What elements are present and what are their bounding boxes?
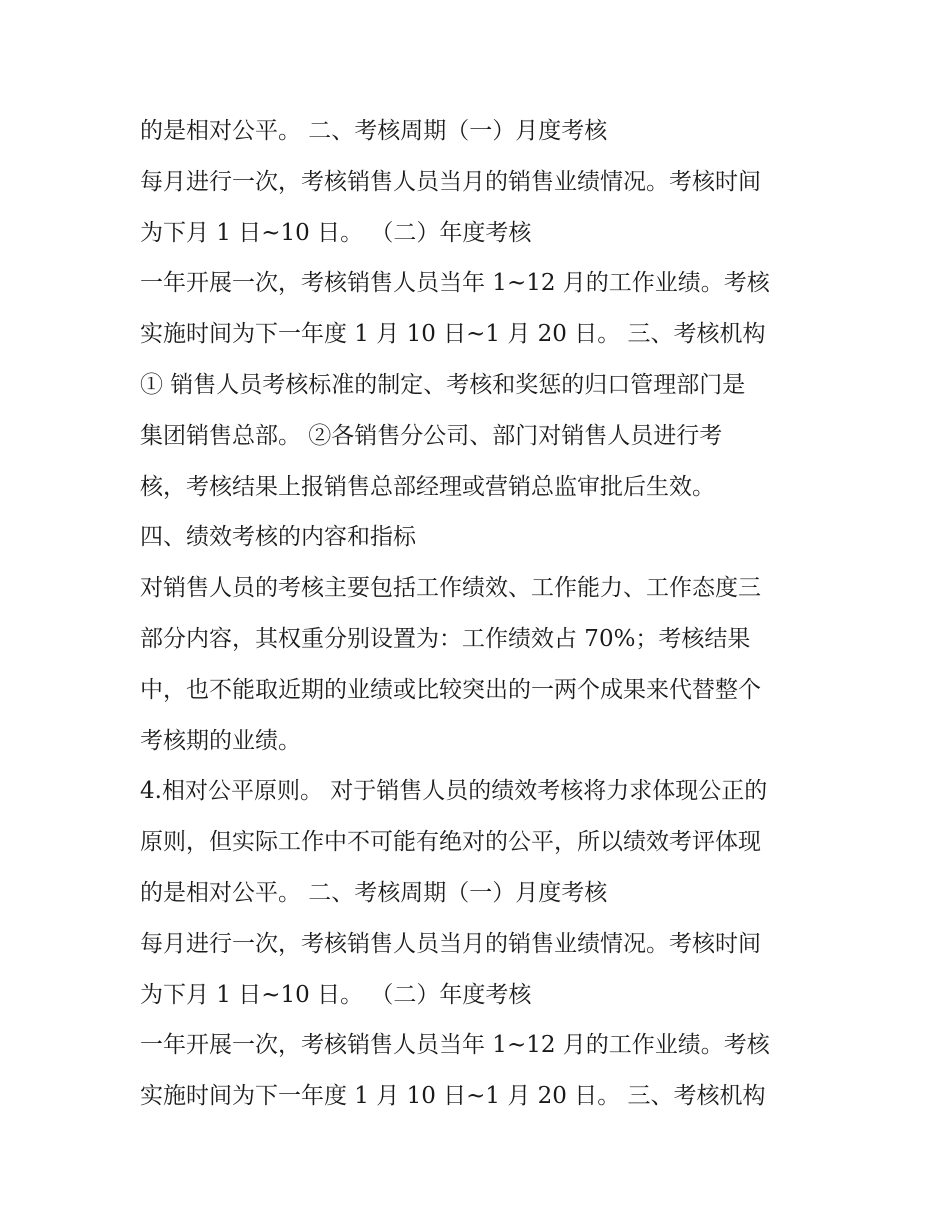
text-line-2: 每月进行一次，考核销售人员当月的销售业绩情况。考核时间 [140,168,761,195]
document-body [140,106,820,1122]
text-line-4: 一年开展一次，考核销售人员当年 1~12 月的工作业绩。考核 [140,270,770,297]
text-line-8: 核，考核结果上报销售总部经理或营销总监审批后生效。 [140,473,715,500]
text-line-19: 一年开展一次，考核销售人员当年 1~12 月的工作业绩。考核 [140,1032,770,1059]
text-line-1: 的是相对公平。 二、考核周期（一）月度考核 [140,118,608,144]
text-line-14: 4.相对公平原则。 对于销售人员的绩效考核将力求体现公正的 [140,778,768,805]
text-line-17: 每月进行一次，考核销售人员当月的销售业绩情况。考核时间 [140,930,761,957]
text-line-7: 集团销售总部。 ②各销售分公司、部门对销售人员进行考 [140,422,723,449]
section-heading: 四、绩效考核的内容和指标 [140,524,416,551]
text-line-12: 中，也不能取近期的业绩或比较突出的一两个成果来代替整个 [140,676,761,703]
text-line-16: 的是相对公平。 二、考核周期（一）月度考核 [140,879,608,906]
text-line-5: 实施时间为下一年度 1 月 10 日~1 月 20 日。 三、考核机构 [140,321,766,348]
text-line-10: 对销售人员的考核主要包括工作绩效、工作能力、工作态度三 [140,575,761,602]
text-line-20: 实施时间为下一年度 1 月 10 日~1 月 20 日。 三、考核机构 [140,1083,766,1110]
text-line-15: 原则，但实际工作中不可能有绝对的公平，所以绩效考评体现 [140,829,761,856]
text-line-13: 考核期的业绩。 [140,727,301,754]
text-line-18: 为下月 1 日~10 日。 （二）年度考核 [140,981,532,1008]
text-line-3: 为下月 1 日~10 日。 （二）年度考核 [140,219,532,246]
text-line-11: 部分内容，其权重分别设置为：工作绩效占 70%；考核结果 [140,625,751,652]
text-line-6: ① 销售人员考核标准的制定、考核和奖惩的归口管理部门是 [140,371,746,398]
